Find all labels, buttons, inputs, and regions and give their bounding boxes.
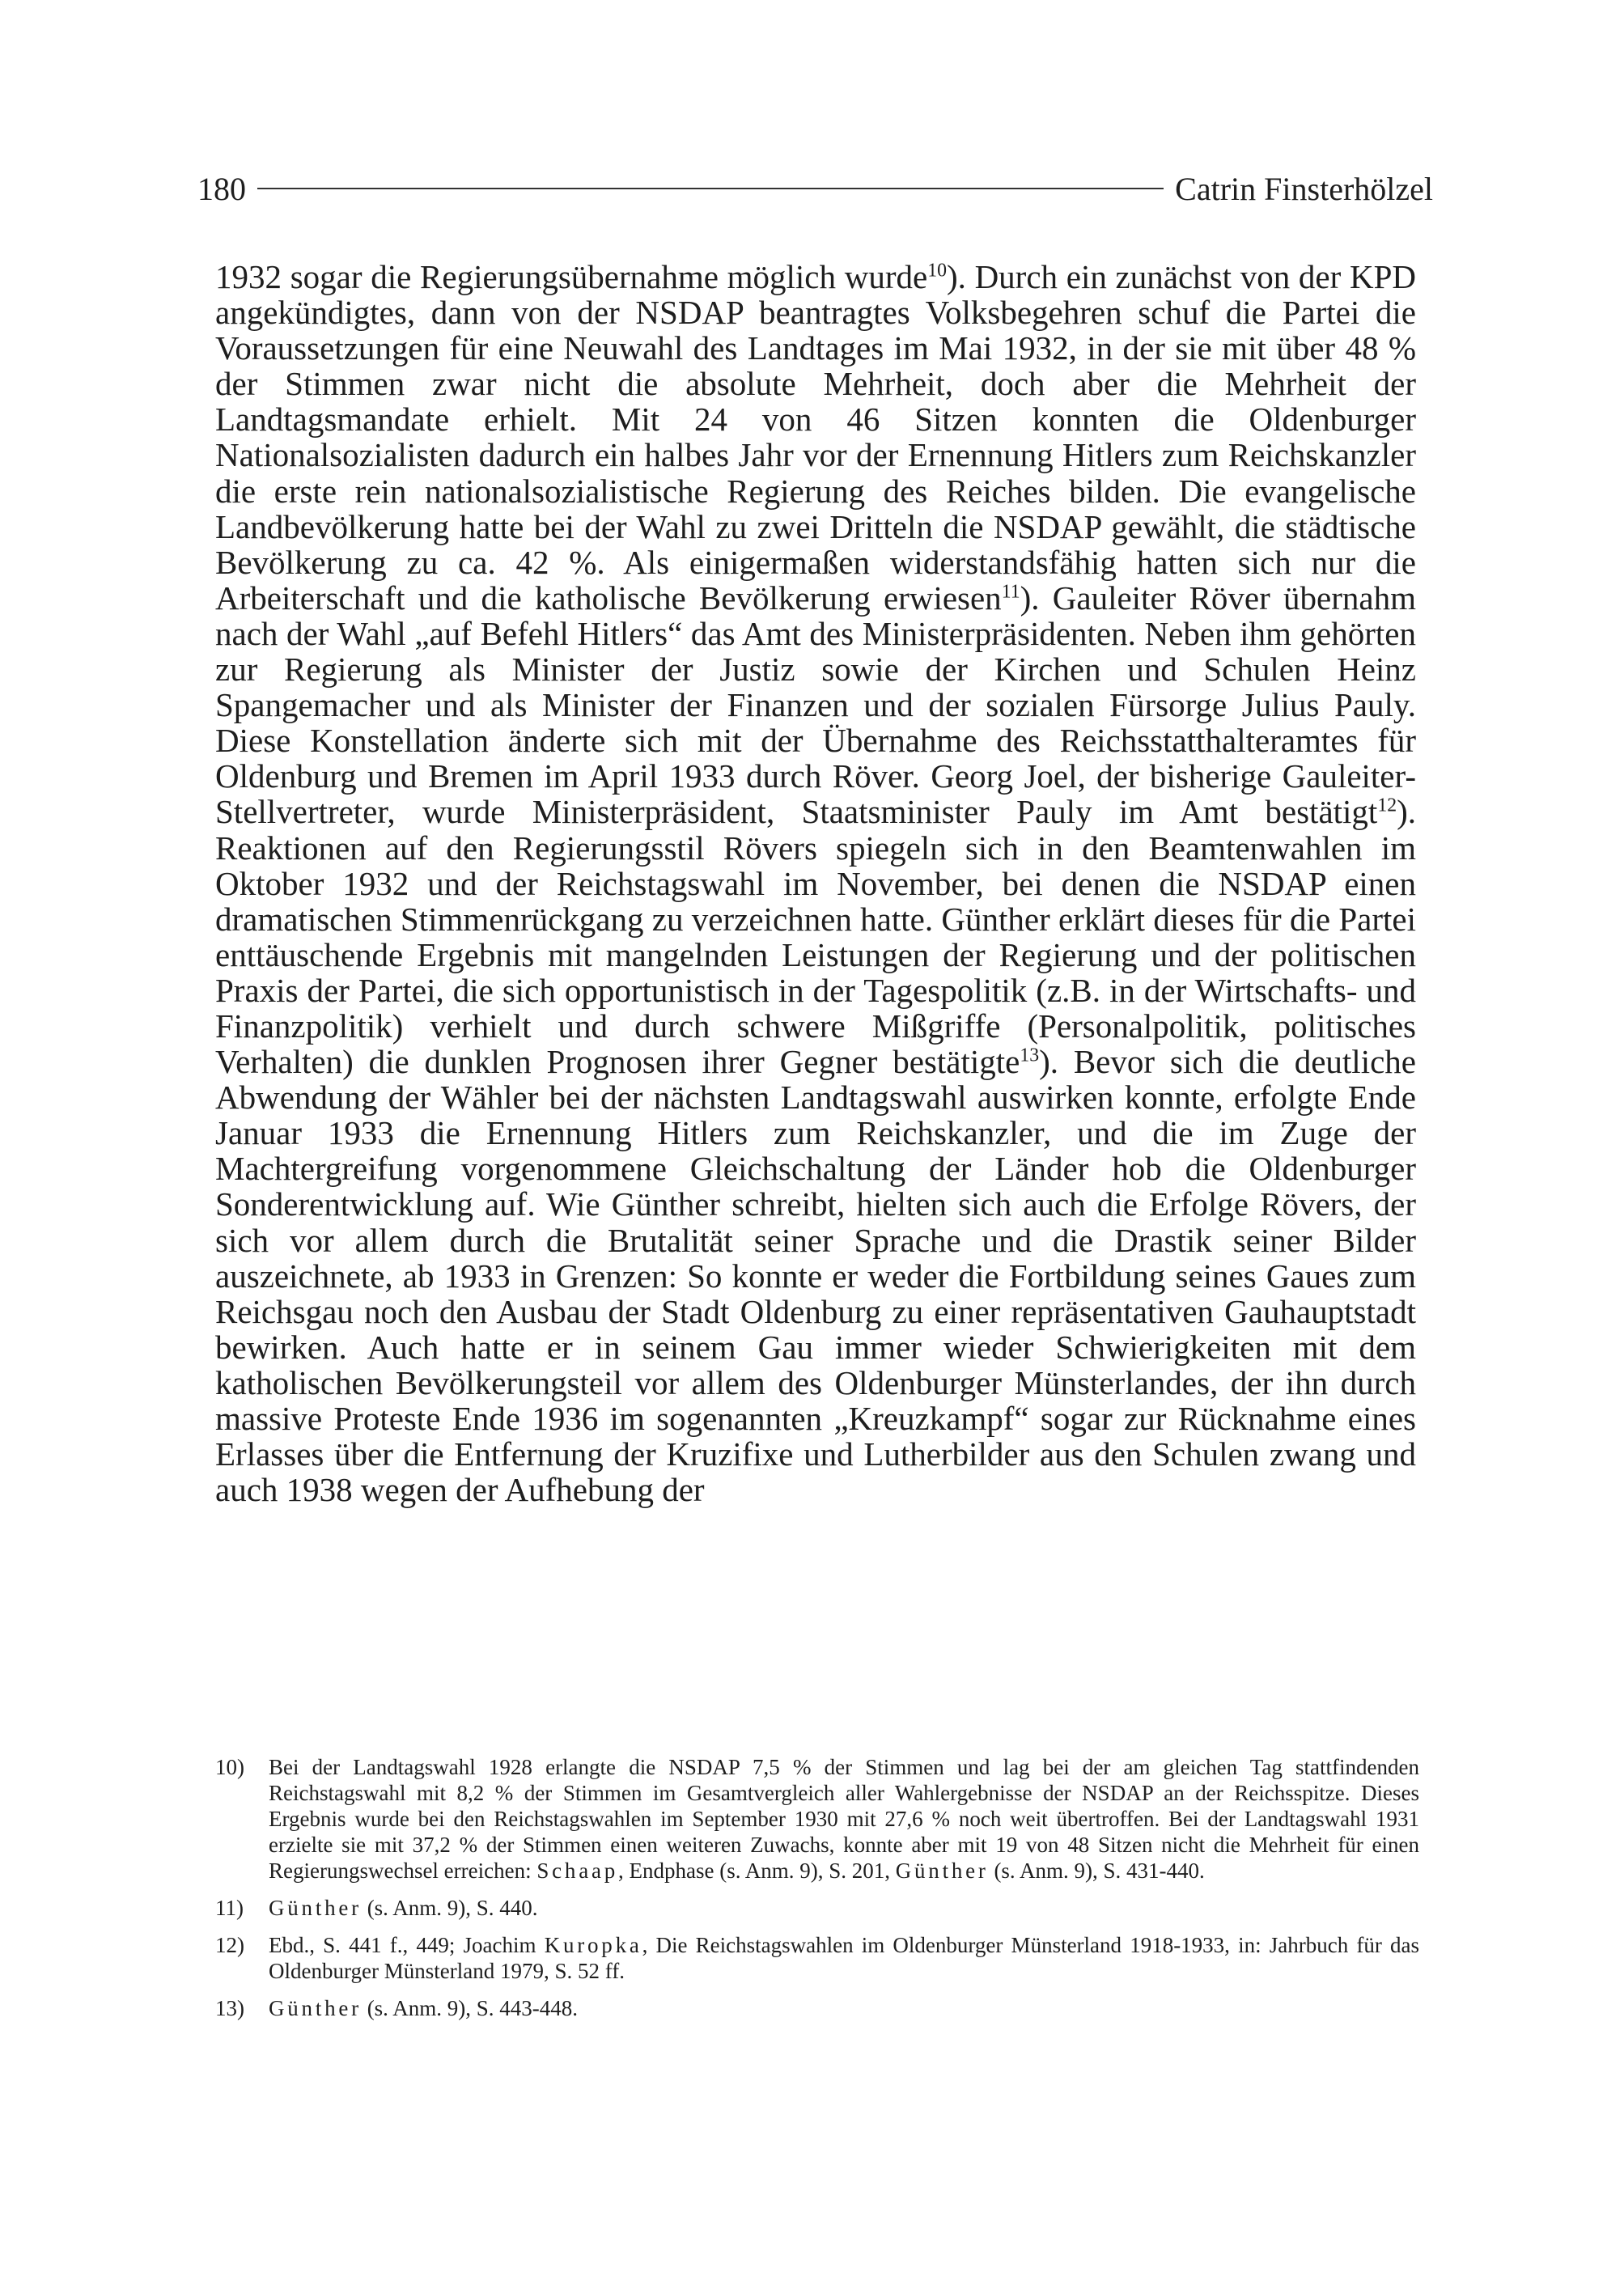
footnote-text xyxy=(269,1932,1419,1984)
footnote-13 xyxy=(215,1995,1419,2021)
body-segment: ). Durch ein zunächst von der KPD angekündigtes, dann von der NSDAP beantragtes Volksbegehren schuf die Partei die Voraussetzungen für eine Neuwahl des Landtages im Mai 1932, in der sie mit über 48 % der Stimmen zwar nicht die absolute Mehrheit, doch aber die Mehrheit der Landtagsmandate erhielt. Mit 24 von 46 Sitzen konnten die Oldenburger Nationalsozialisten dadurch ein halbes Jahr vor der Ernennung Hitlers zum Reichskanzler die erste rein nationalsozialistische Regierung des Reiches bilden. Die evangelische Landbevölkerung hatte bei der Wahl zu zwei Dritteln die NSDAP gewählt, die städtische Bevölkerung zu ca. 42 %. Als einigermaßen widerstandsfähig hatten sich nur die Arbeiterschaft und die katholische Bevölkerung erwiesen xyxy=(215,258,1417,617)
footnote-ref-13: 13 xyxy=(1020,1045,1040,1066)
footnote-segment: Ebd., S. 441 f., 449; Joachim xyxy=(269,1933,545,1957)
footnote-text xyxy=(269,1995,1419,2021)
body-segment: 1932 sogar die Regierungsübernahme möglich wurde xyxy=(215,258,928,295)
header-rule xyxy=(257,188,1164,189)
page-number: 180 xyxy=(197,170,246,207)
running-header xyxy=(197,162,1433,215)
author-name: Catrin Finsterhölzel xyxy=(1175,170,1433,207)
cited-author: Schaap xyxy=(536,1859,619,1883)
footnote-10 xyxy=(215,1754,1419,1884)
footnote-segment: Bei der Landtagswahl 1928 erlangte die NSDAP 7,5 % der Stimmen und lag bei der am gleichen Tag stattfindenden Reichstagswahl mit 8,2 % der Stimmen im Gesamtvergleich aller Wahlergebnisse der NSDAP an der Reichsspitze. Dieses Ergebnis wurde bei den Reichstagswahlen im September 1930 mit 27,6 % noch weit übertroffen. Bei der Landtagswahl 1931 erzielte sie mit 37,2 % der Stimmen einen weiteren Zuwachs, konnte aber mit 19 von 48 Sitzen nicht die Mehrheit für einen Regierungswechsel erreichen: xyxy=(269,1755,1419,1883)
footnote-number: 11) xyxy=(215,1896,244,1920)
cited-author: Kuropka xyxy=(544,1933,642,1957)
footnote-number: 12) xyxy=(215,1933,244,1957)
footnote-11 xyxy=(215,1895,1419,1921)
footnote-segment: (s. Anm. 9), S. 431-440. xyxy=(988,1859,1205,1883)
body-paragraph xyxy=(215,259,1416,1507)
footnotes-list xyxy=(215,1754,1419,2032)
body-segment: ). Bevor sich die deutliche Abwendung der Wähler bei der nächsten Landtagswahl auswirken konnte, erfolgte Ende Januar 1933 die Ernennung Hitlers zum Reichskanzler, und die im Zuge der Machtergreifung vorgenommene Gleichschaltung der Länder hob die Oldenburger Sonderentwicklung auf. Wie Günther schreibt, hielten sich auch die Erfolge Rövers, der sich vor allem durch die Brutalität seiner Sprache und die Drastik seiner Bilder auszeichnete, ab 1933 in Grenzen: So konnte er weder die Fortbildung seines Gaues zum Reichsgau noch den Ausbau der Stadt Oldenburg zu einer repräsentativen Gauhauptstadt bewirken. Auch hatte er in seinem Gau immer wieder Schwierigkeiten mit dem katholischen Bevölkerungsteil vor allem des Oldenburger Münsterlandes, der ihn durch massive Proteste Ende 1936 im sogenannten „Kreuzkampf“ sogar zur Rücknahme eines Erlasses über die Entfernung der Kruzifixe und Lutherbilder aus den Schulen zwang und auch 1938 wegen der Aufhebung der xyxy=(215,1043,1416,1509)
footnote-text xyxy=(269,1895,1419,1921)
cited-author: Günther xyxy=(269,1896,362,1920)
footnote-12 xyxy=(215,1932,1419,1984)
footnote-number: 13) xyxy=(215,1996,244,2020)
footnote-segment: , Endphase (s. Anm. 9), S. 201, xyxy=(618,1859,896,1883)
cited-author: Günther xyxy=(895,1859,989,1883)
cited-author: Günther xyxy=(269,1996,362,2020)
footnote-number: 10) xyxy=(215,1755,244,1779)
footnote-ref-12: 12 xyxy=(1377,795,1397,816)
footnote-segment: , Die Reichstagswahlen im Oldenburger Münsterland 1918-1933, in: Jahrbuch für das Oldenburger Münsterland 1979, S. 52 ff. xyxy=(269,1933,1420,1983)
body-segment: ). Gauleiter Röver übernahm nach der Wahl „auf Befehl Hitlers“ das Amt des Ministerpräsidenten. Neben ihm gehörten zur Regierung als Minister der Justiz sowie der Kirchen und Schulen Heinz Spangemacher und als Minister der Finanzen und der sozialen Fürsorge Julius Pauly. Diese Konstellation änderte sich mit der Übernahme des Reichsstatthalteramtes für Oldenburg und Bremen im April 1933 durch Röver. Georg Joel, der bisherige Gauleiter-Stellvertreter, wurde Ministerpräsident, Staatsminister Pauly im Amt bestätigt xyxy=(215,579,1416,831)
footnote-segment: (s. Anm. 9), S. 440. xyxy=(361,1896,538,1920)
footnote-segment: (s. Anm. 9), S. 443-448. xyxy=(361,1996,578,2020)
footnote-ref-11: 11 xyxy=(1001,581,1020,603)
footnote-text xyxy=(269,1754,1419,1884)
footnote-ref-10: 10 xyxy=(927,260,947,282)
body-segment: ). Reaktionen auf den Regierungsstil Rövers spiegeln sich in den Beamtenwahlen im Oktober 1932 und der Reichstagswahl im November, bei denen die NSDAP einen dramatischen Stimmenrückgang zu verzeichnen hatte. Günther erklärt dieses für die Partei enttäuschende Ergebnis mit mangelnden Leistungen der Regierung und der politischen Praxis der Partei, die sich opportunistisch in der Tagespolitik (z.B. in der Wirtschafts- und Finanzpolitik) verhielt und durch schwere Mißgriffe (Personalpolitik, politisches Verhalten) die dunklen Prognosen ihrer Gegner bestätigte xyxy=(215,793,1416,1081)
